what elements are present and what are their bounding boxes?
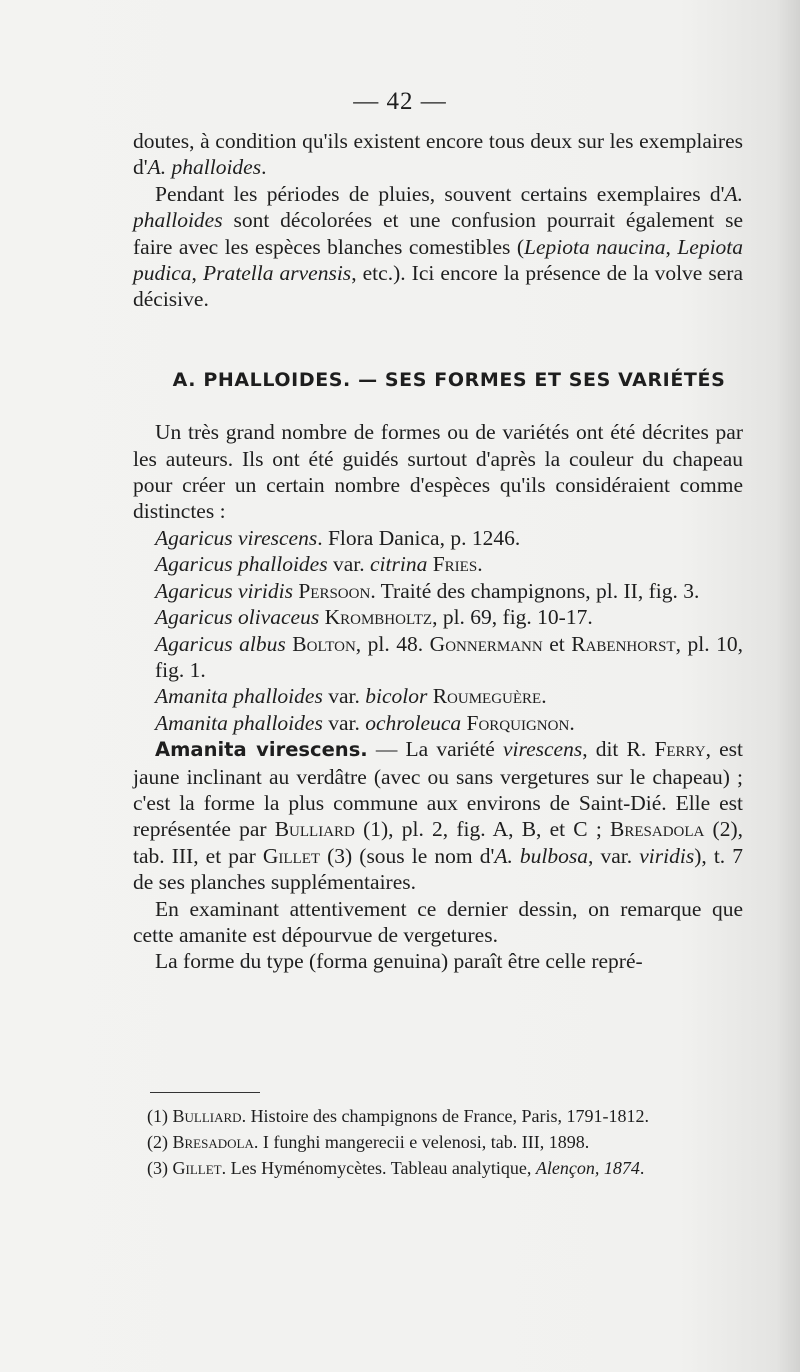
footnote-1	[133, 1103, 743, 1129]
species-name: Amanita phalloides	[155, 684, 323, 709]
author-name: Bresadola	[172, 1132, 254, 1152]
author-name: Bulliard	[274, 817, 355, 842]
virescens-t2: , dit R.	[582, 737, 655, 762]
para2-t1: Pendant les périodes de pluies, souvent certains exemplaires d'	[155, 181, 725, 206]
species-name: A. phalloides	[133, 181, 743, 233]
para2-t3: , etc.). Ici encore la présence de la volve sera décisive.	[133, 261, 744, 312]
author-name: Gillet	[172, 1158, 222, 1178]
footnote-text: . Les Hyménomycètes. Tableau analytique,	[221, 1158, 536, 1178]
reference-entry	[133, 631, 743, 684]
para1-text: doutes, à condition qu'ils existent encore tous deux sur les exemplaires d'	[133, 129, 743, 180]
author-name: Rabenhorst	[571, 631, 676, 656]
footnote-rule	[150, 1092, 260, 1093]
reference-detail: , pl. 10, fig. 1.	[155, 631, 743, 682]
footnote-number: (1)	[147, 1106, 173, 1126]
species-name: A. phalloides	[147, 155, 262, 180]
reference-entry	[133, 551, 743, 577]
reference-detail: .	[569, 710, 575, 735]
paragraph-drawing-remark: En examinant attentivement ce dernier dessin, on remarque que cette amanite est dépourvue de vergetures.	[133, 896, 743, 947]
variety-name: viridis	[639, 843, 695, 868]
reference-detail: et	[542, 631, 572, 656]
species-name: Agaricus albus	[155, 631, 286, 656]
author-name: Gonnermann	[429, 631, 543, 656]
author-name: Gillet	[262, 843, 321, 868]
reference-detail: . Flora Danica, p. 1246.	[317, 525, 521, 550]
footnote-3	[133, 1155, 743, 1181]
reference-detail: . Traité des champignons, pl. II, fig. 3.	[370, 578, 700, 603]
species-name: A. bulbosa	[494, 843, 589, 868]
footnote-2	[133, 1129, 743, 1155]
reference-entry	[133, 604, 743, 630]
separator: ,	[665, 234, 678, 259]
author-name: Fries	[432, 552, 478, 577]
reference-entry	[133, 525, 743, 551]
species-name: Lepiota naucina	[524, 234, 666, 259]
footnote-place: Alençon, 1874	[535, 1158, 640, 1178]
author-name: Forquignon	[466, 710, 570, 735]
reference-detail: , pl. 48.	[355, 631, 430, 656]
reference-detail: , pl. 69, fig. 10-17.	[432, 605, 593, 630]
virescens-t6: (3) (sous le nom d'	[320, 843, 495, 868]
footnote-number: (2)	[147, 1132, 173, 1152]
virescens-t1: — La variété	[367, 737, 503, 762]
author-name: Bolton	[292, 631, 356, 656]
author-name: Ferry	[654, 737, 706, 762]
virescens-t7: , var.	[588, 843, 640, 868]
main-text	[133, 128, 743, 975]
variety-heading: Amanita virescens.	[155, 738, 368, 762]
paragraph-rainy-periods	[133, 181, 743, 313]
section-title: A. PHALLOIDES. — SES FORMES ET SES VARIÉTÉS	[172, 368, 726, 391]
paragraph-virescens	[133, 736, 743, 895]
paragraph-continuation	[133, 128, 743, 181]
variety-name: ochroleuca	[365, 710, 462, 735]
species-name: Agaricus viridis	[155, 578, 293, 603]
virescens-t8: ), t. 7 de ses planches supplémentaires.	[133, 843, 744, 895]
footnote-text: . I funghi mangerecii e velenosi, tab. III, 1898.	[253, 1132, 590, 1152]
page-number: — 42 —	[353, 88, 447, 115]
footnote-end: .	[639, 1158, 645, 1178]
paragraph-type-form: La forme du type (forma genuina) paraît être celle repré-	[155, 949, 643, 974]
species-name: Agaricus olivaceus	[155, 605, 320, 630]
para1-end: .	[261, 155, 267, 180]
variety-name: virescens	[502, 737, 583, 762]
author-name: Persoon	[298, 578, 371, 603]
species-name: Lepiota pudica	[133, 234, 744, 286]
reference-detail: .	[477, 552, 483, 577]
footnotes	[133, 1103, 743, 1181]
separator: ,	[191, 261, 203, 286]
reference-entry	[133, 578, 743, 604]
author-name: Roumeguère	[432, 684, 542, 709]
var-label: var.	[327, 552, 370, 577]
virescens-t3: , est jaune inclinant au verdâtre (avec ou sans vergetures sur le chapeau) ; c'est la forme la plus commune aux environs de Saint-Dié. Elle est représentée par	[133, 737, 743, 842]
author-name: Bresadola	[610, 817, 705, 842]
var-label: var.	[322, 710, 366, 735]
author-name: Bulliard	[172, 1106, 242, 1126]
para2-t2: sont décolorées et une confusion pourrait également se faire avec les espèces blanches comestibles (	[133, 208, 743, 259]
author-name: Krombholtz	[324, 605, 433, 630]
reference-detail: .	[541, 684, 547, 709]
footnote-number: (3)	[147, 1158, 173, 1178]
species-name: Pratella arvensis	[202, 261, 352, 286]
reference-entry	[133, 710, 743, 736]
species-name: Agaricus virescens	[155, 525, 318, 550]
species-name: Agaricus phalloides	[155, 552, 328, 577]
virescens-t5: (2), tab. III, et par	[133, 817, 743, 868]
virescens-t4: (1), pl. 2, fig. A, B, et C ;	[354, 817, 611, 842]
variety-name: citrina	[370, 552, 428, 577]
paragraph-forms-intro: Un très grand nombre de formes ou de variétés ont été décrites par les auteurs. Ils ont été guidés surtout d'après la couleur du chapeau pour créer un certain nombre d'espèces qu'ils considéraient comme distinctes :	[133, 420, 743, 524]
variety-name: bicolor	[365, 684, 428, 709]
var-label: var.	[322, 684, 366, 709]
species-name: Amanita phalloides	[155, 710, 323, 735]
reference-entry	[133, 683, 743, 709]
footnote-text: . Histoire des champignons de France, Paris, 1791-1812.	[241, 1106, 649, 1126]
